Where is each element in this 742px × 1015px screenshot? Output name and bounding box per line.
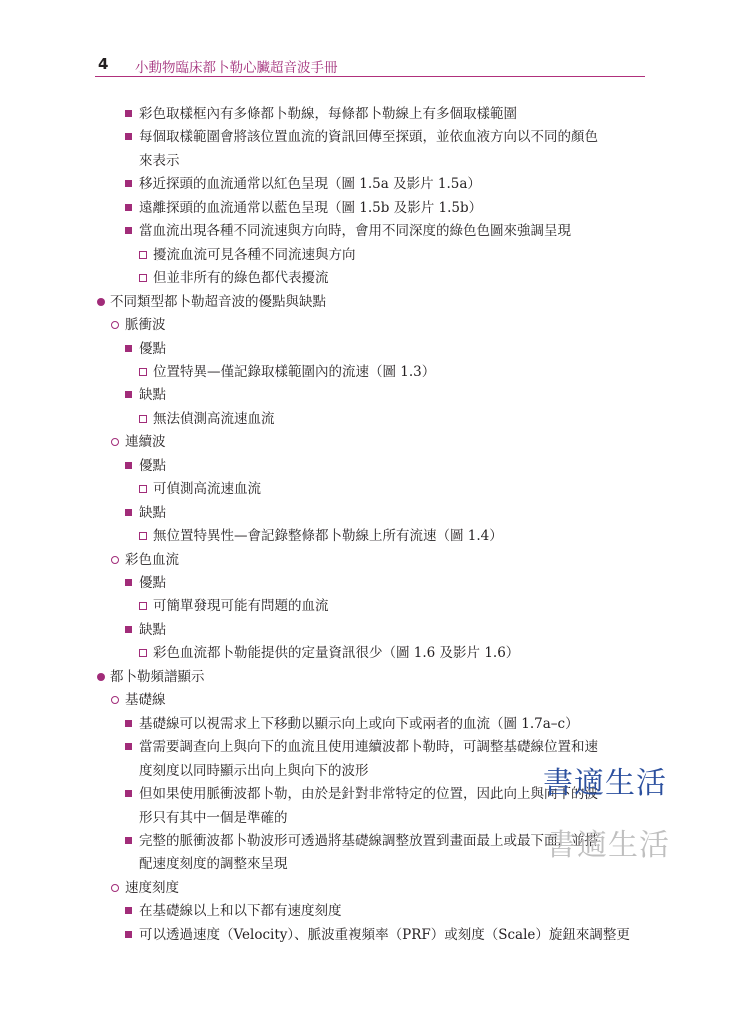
filled-square-bullet-icon xyxy=(125,579,132,586)
filled-square-bullet-icon xyxy=(125,907,132,914)
list-item: 但如果使用脈衝波都卜勒，由於是針對非常特定的位置，因此向上與向下的波 xyxy=(139,786,598,803)
list-item: 彩色血流 xyxy=(125,551,179,568)
list-item: 都卜勒頻譜顯示 xyxy=(110,668,205,685)
hollow-square-bullet-icon xyxy=(139,602,147,610)
list-item: 缺點 xyxy=(139,621,166,638)
filled-square-bullet-icon xyxy=(125,790,132,797)
filled-circle-bullet-icon xyxy=(97,298,105,306)
running-header xyxy=(95,52,645,77)
list-item: 不同類型都卜勒超音波的優點與缺點 xyxy=(110,293,326,310)
continuation-line: 形只有其中一個是準確的 xyxy=(139,809,288,826)
list-item: 優點 xyxy=(139,575,166,591)
list-item: 優點 xyxy=(139,457,166,474)
filled-square-bullet-icon xyxy=(125,180,132,187)
list-item: 彩色血流都卜勒能提供的定量資訊很少（圖 1.6 及影片 1.6） xyxy=(153,645,520,662)
list-item: 當血流出現各種不同流速與方向時，會用不同深度的綠色色圖來強調呈現 xyxy=(139,223,571,240)
list-item: 基礎線 xyxy=(125,692,166,709)
watermark-gray: 書適生活 xyxy=(546,828,670,863)
filled-square-bullet-icon xyxy=(125,626,132,633)
hollow-circle-bullet-icon xyxy=(111,321,119,329)
list-item: 無位置特異性—會記錄整條都卜勒線上所有流速（圖 1.4） xyxy=(153,528,503,545)
continuation-line: 來表示 xyxy=(139,152,180,169)
hollow-square-bullet-icon xyxy=(139,274,147,282)
hollow-circle-bullet-icon xyxy=(111,884,119,892)
list-item: 基礎線可以視需求上下移動以顯示向上或向下或兩者的血流（圖 1.7a–c） xyxy=(139,715,579,732)
list-item: 但並非所有的綠色都代表擾流 xyxy=(153,270,329,287)
list-item: 當需要調查向上與向下的血流且使用連續波都卜勒時，可調整基礎線位置和速 xyxy=(139,739,598,756)
filled-square-bullet-icon xyxy=(125,720,132,727)
list-item: 缺點 xyxy=(139,387,166,404)
filled-square-bullet-icon xyxy=(125,391,132,398)
list-item: 脈衝波 xyxy=(125,317,166,334)
watermark-blue: 書適生活 xyxy=(543,766,667,801)
list-item: 可偵測高流速血流 xyxy=(153,481,261,498)
filled-square-bullet-icon xyxy=(125,110,132,117)
list-item: 無法偵測高流速血流 xyxy=(153,410,275,427)
list-item: 位置特異—僅記錄取樣範圍內的流速（圖 1.3） xyxy=(153,363,436,380)
list-item: 連續波 xyxy=(125,434,166,451)
list-item: 速度刻度 xyxy=(125,879,179,896)
hollow-circle-bullet-icon xyxy=(111,696,119,704)
list-item: 遠離探頭的血流通常以藍色呈現（圖 1.5b 及影片 1.5b） xyxy=(139,199,483,216)
page-number: 4 xyxy=(98,55,109,73)
hollow-circle-bullet-icon xyxy=(111,556,119,564)
filled-square-bullet-icon xyxy=(125,227,132,234)
hollow-square-bullet-icon xyxy=(139,485,147,493)
list-item: 可以透過速度（Velocity）、脈波重複頻率（PRF）或刻度（Scale）旋鈕來調整更 xyxy=(139,926,630,943)
book-title: 小動物臨床都卜勒心臟超音波手冊 xyxy=(135,60,338,76)
hollow-square-bullet-icon xyxy=(139,649,147,657)
list-item: 每個取樣範圍會將該位置血流的資訊回傳至探頭，並依血液方向以不同的顏色 xyxy=(139,129,598,146)
filled-square-bullet-icon xyxy=(125,204,132,211)
filled-square-bullet-icon xyxy=(125,931,132,938)
list-item: 在基礎線以上和以下都有速度刻度 xyxy=(139,903,342,920)
list-item: 彩色取樣框內有多條都卜勒線，每條都卜勒線上有多個取樣範圍 xyxy=(139,106,517,122)
hollow-square-bullet-icon xyxy=(139,368,147,376)
filled-circle-bullet-icon xyxy=(97,673,105,681)
filled-square-bullet-icon xyxy=(125,133,132,140)
hollow-square-bullet-icon xyxy=(139,532,147,540)
filled-square-bullet-icon xyxy=(125,837,132,844)
filled-square-bullet-icon xyxy=(125,462,132,469)
list-item: 移近探頭的血流通常以紅色呈現（圖 1.5a 及影片 1.5a） xyxy=(139,176,481,193)
list-item: 完整的脈衝波都卜勒波形可透過將基礎線調整放置到畫面最上或最下面，並搭 xyxy=(139,832,598,849)
filled-square-bullet-icon xyxy=(125,345,132,352)
continuation-line: 配速度刻度的調整來呈現 xyxy=(139,856,288,873)
filled-square-bullet-icon xyxy=(125,509,132,516)
list-item: 優點 xyxy=(139,340,166,357)
filled-square-bullet-icon xyxy=(125,743,132,750)
list-item: 擾流血流可見各種不同流速與方向 xyxy=(153,246,356,263)
continuation-line: 度刻度以同時顯示出向上與向下的波形 xyxy=(139,762,369,779)
hollow-circle-bullet-icon xyxy=(111,438,119,446)
hollow-square-bullet-icon xyxy=(139,415,147,423)
list-item: 缺點 xyxy=(139,504,166,521)
hollow-square-bullet-icon xyxy=(139,251,147,259)
list-item: 可簡單發現可能有問題的血流 xyxy=(153,598,329,615)
